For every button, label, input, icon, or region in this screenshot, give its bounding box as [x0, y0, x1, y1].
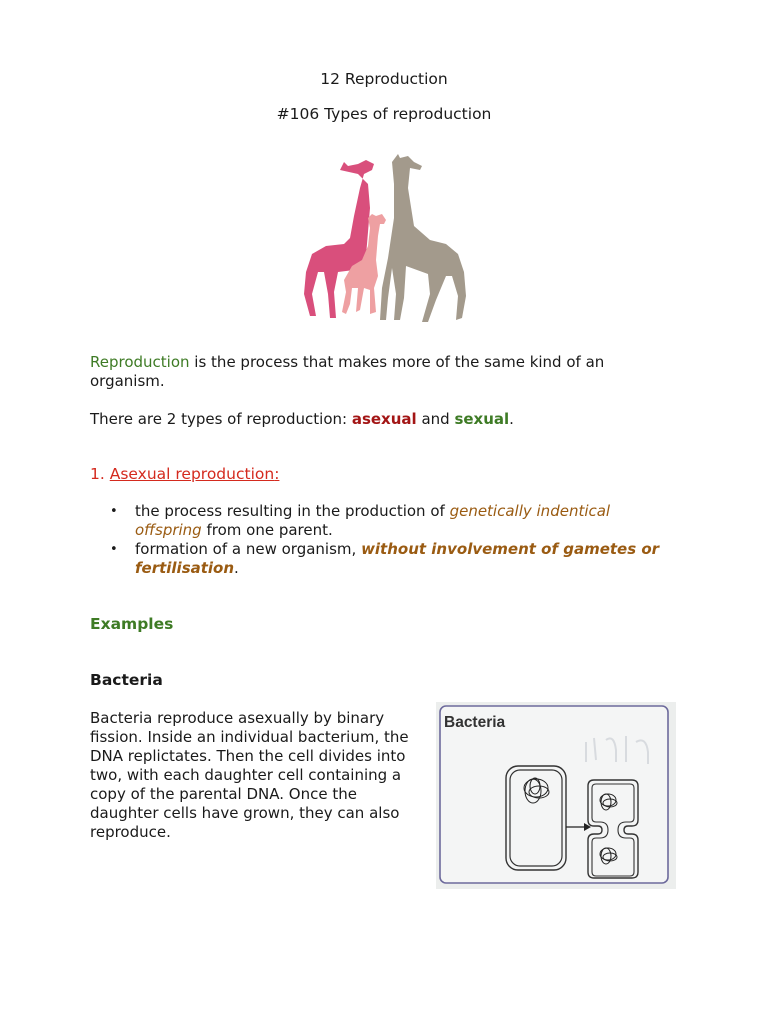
- bullet-suffix: .: [234, 559, 239, 577]
- types-line-prefix: There are 2 types of reproduction:: [90, 410, 352, 428]
- pink-giraffe: [304, 160, 374, 318]
- bullet-emphasis: genetically indentical offspring: [135, 502, 611, 539]
- bullet-prefix: formation of a new organism,: [135, 540, 362, 558]
- asexual-heading: [90, 465, 279, 483]
- reproduction-definition-text: is the process that makes more of the same kind of an organism.: [90, 353, 605, 390]
- bacteria-figure: [436, 702, 676, 889]
- grey-giraffe: [380, 154, 466, 322]
- reproduction-term: Reproduction: [90, 353, 190, 371]
- bacteria-heading: Bacteria: [90, 671, 163, 689]
- bullet-prefix: the process resulting in the production of: [135, 502, 450, 520]
- bullet-emphasis: without involvement of gametes or fertilisation: [135, 540, 660, 577]
- binary-fission-diagram: [436, 702, 676, 889]
- asexual-heading-text: Asexual reproduction: [109, 465, 275, 483]
- asexual-bullet-list: [90, 502, 680, 578]
- sexual-term: sexual: [454, 410, 510, 428]
- types-line-suffix: .: [509, 410, 514, 428]
- asexual-heading-number: 1.: [90, 465, 110, 483]
- types-line: [90, 410, 690, 429]
- bacteria-description-text: Bacteria reproduce asexually by binary fission. Inside an individual bacterium, the DNA replictates. Then the cell divides into two, with each daughter cell containing a copy of the parental DNA. Once the daughter cells have grown, they can also reproduce.: [90, 709, 409, 841]
- chapter-title: 12 Reproduction: [320, 70, 448, 88]
- bullet-item: [90, 502, 680, 540]
- types-line-joiner: and: [416, 410, 455, 428]
- bullet-suffix: from one parent.: [201, 521, 333, 539]
- section-title: #106 Types of reproduction: [276, 105, 492, 123]
- asexual-term: asexual: [351, 410, 417, 428]
- giraffe-family-illustration: [296, 148, 472, 326]
- examples-label: Examples: [90, 615, 174, 633]
- figure-label: Bacteria: [444, 714, 506, 731]
- asexual-heading-colon: :: [274, 465, 280, 483]
- reproduction-definition: [90, 353, 650, 391]
- bacteria-description: [90, 709, 420, 842]
- bullet-item: [90, 540, 680, 578]
